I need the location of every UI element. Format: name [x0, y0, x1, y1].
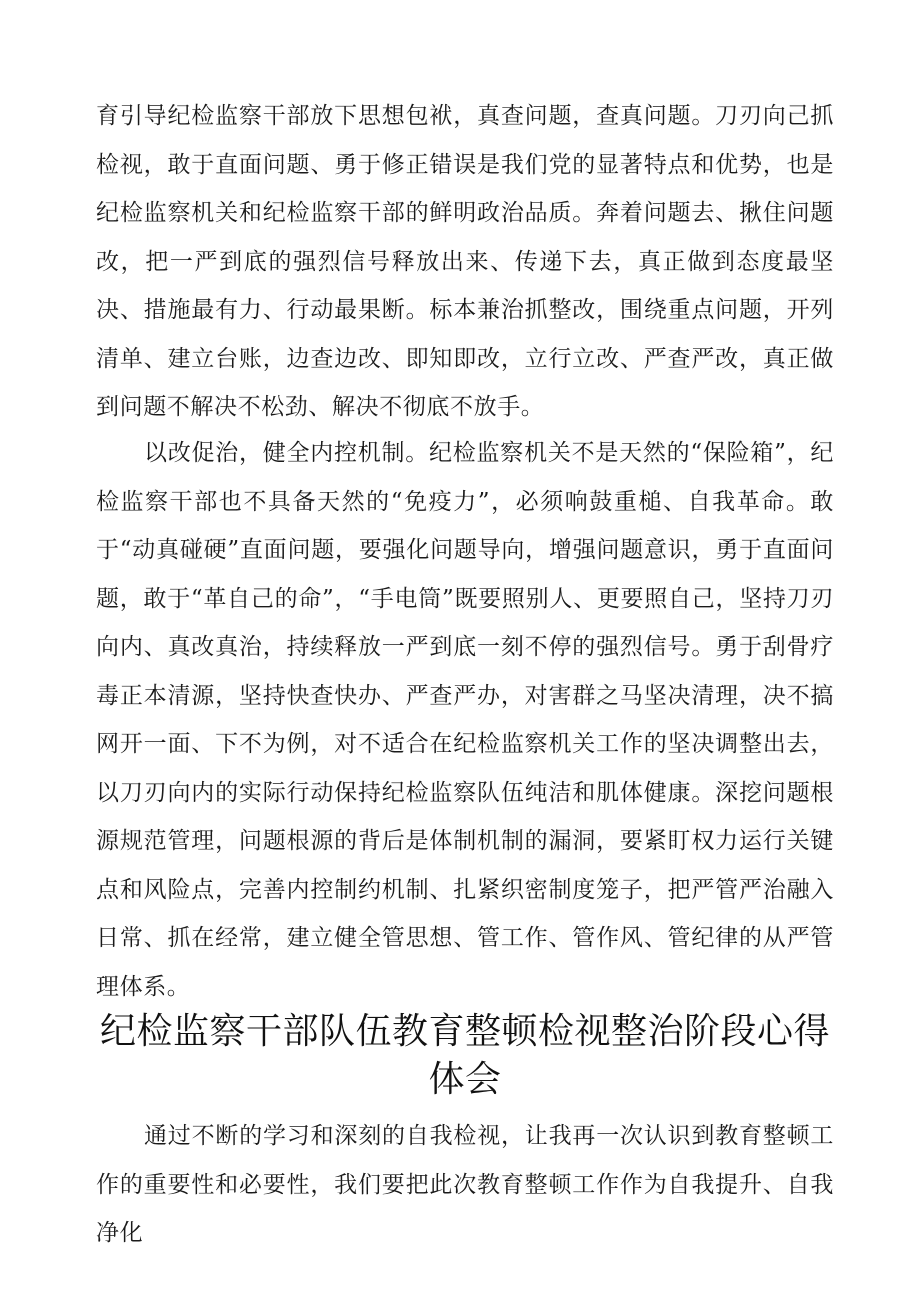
body-paragraph-internal-control: 以改促治，健全内控机制。纪检监察机关不是天然的“保险箱”，纪检监察干部也不具备天然的“免疫力”，必须响鼓重槌、自我革命。敢于“动真碰硬”直面问题，要强化问题导向，增强问题意识，勇于直面问题，敢于“革自己的命”，“手电筒”既要照别人、更要照自己，坚持刀刃向内、真改真治，持续释放一严到底一刻不停的强烈信号。勇于刮骨疗毒正本清源，坚持快查快办、严查严办，对害群之马坚决清理，决不搞网开一面、下不为例，对不适合在纪检监察机关工作的坚决调整出去，以刀刃向内的实际行动保持纪检监察队伍纯洁和肌体健康。深挖问题根源规范管理，问题根源的背后是体制机制的漏洞，要紧盯权力运行关键点和风险点，完善内控制约机制、扎紧织密制度笼子，把严管严治融入日常、抓在经常，建立健全管思想、管工作、管作风、管纪律的从严管理体系。: [96, 440, 834, 1000]
article-heading: 纪检监察干部队伍教育整顿检视整治阶段心得体会: [99, 1011, 830, 1100]
body-paragraph-continued: 育引导纪检监察干部放下思想包袱，真查问题，查真问题。刀刃向己抓检视，敢于直面问题、勇于修正错误是我们党的显著特点和优势，也是纪检监察机关和纪检监察干部的鲜明政治品质。奔着问题去、揪住问题改，把一严到底的强烈信号释放出来、传递下去，真正做到态度最坚决、措施最有力、行动最果断。标本兼治抓整改，围绕重点问题，开列清单、建立台账，边查边改、即知即改，立行立改、严查严改，真正做到问题不解决不松劲、解决不彻底不放手。: [96, 103, 834, 420]
body-paragraph-intro: 通过不断的学习和深刻的自我检视，让我再一次认识到教育整顿工作的重要性和必要性，我们要把此次教育整顿工作作为自我提升、自我净化: [96, 1123, 834, 1246]
